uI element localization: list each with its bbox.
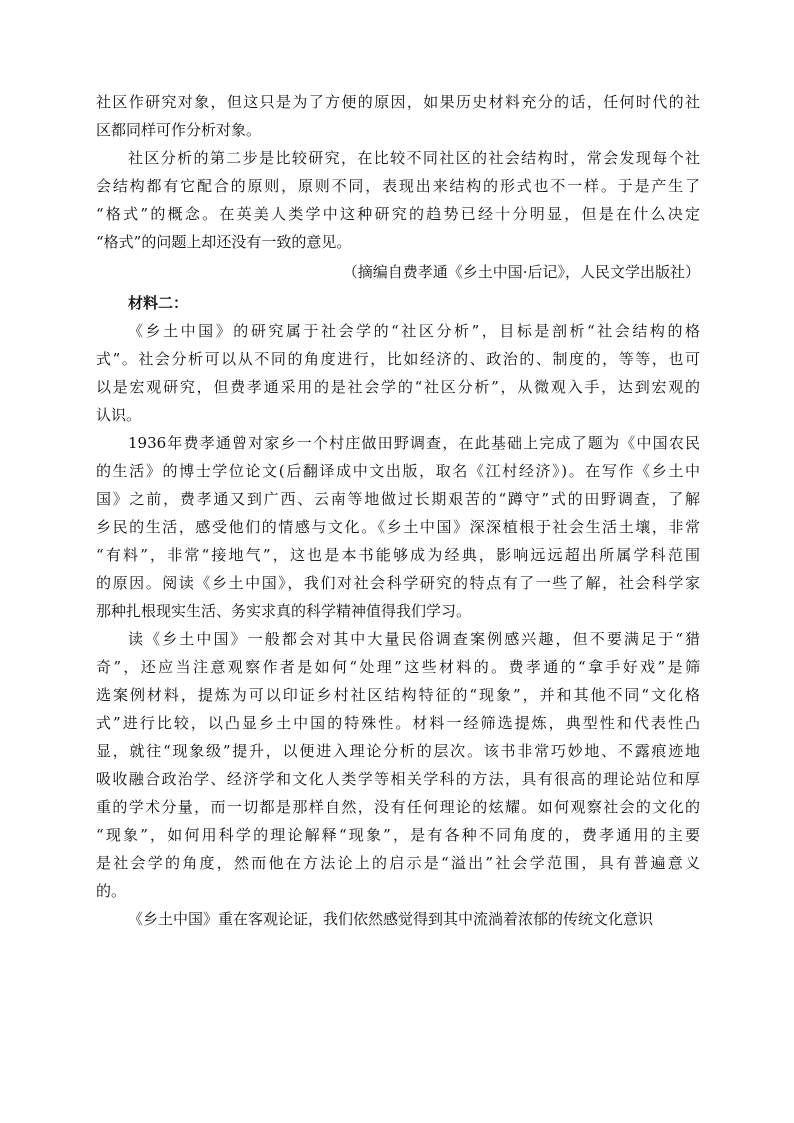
text-line: 国》之前，费孝通又到广西、云南等地做过长期艰苦的“蹲守”式的田野调查，了解 <box>96 490 700 508</box>
paragraph <box>96 625 700 905</box>
text-line: 会结构都有它配合的原则，原则不同，表现出来结构的形式也不一样。于是产生了 <box>96 177 700 195</box>
text-line: 式”进行比较，以凸显乡土中国的特殊性。材料一经筛选提炼，典型性和代表性凸 <box>96 714 700 732</box>
text-line: 区都同样可作分析对象。 <box>96 121 262 139</box>
text-line: 读《乡土中国》一般都会对其中大量民俗调查案例感兴趣，但不要满足于“猎 <box>128 630 700 648</box>
text-line: “有料”，非常“接地气”，这也是本书能够成为经典，影响远远超出所属学科范围 <box>96 546 700 564</box>
text-line: “现象”，如何用科学的理论解释“现象”，是有各种不同角度的，费孝通用的主要 <box>96 826 700 844</box>
text-line: 是社会学的角度，然而他在方法论上的启示是“溢出”社会学范围，具有普遍意义 <box>96 854 700 872</box>
paragraph <box>96 429 700 625</box>
paragraph <box>96 144 700 256</box>
text-line: 选案例材料，提炼为可以印证乡村社区结构特征的“现象”，并和其他不同“文化格 <box>96 686 700 704</box>
text-line: 的原因。阅读《乡土中国》，我们对社会科学研究的特点有了一些了解，社会科学家 <box>96 574 700 592</box>
text-line: 认识。 <box>96 406 142 424</box>
text-line: 社区作研究对象，但这只是为了方便的原因，如果历史材料充分的话，任何时代的社 <box>96 93 700 111</box>
text-line: 以是宏观研究，但费孝通采用的是社会学的“社区分析”，从微观入手，达到宏观的 <box>96 378 700 396</box>
text-line: 1936年费孝通曾对家乡一个村庄做田野调查，在此基础上完成了题为《中国农民 <box>128 434 700 452</box>
text-line: 重的学术分量，而一切都是那样自然，没有任何理论的炫耀。如何观察社会的文化的 <box>96 798 700 816</box>
text-line: 乡民的生活，感受他们的情感与文化。《乡土中国》深深植根于社会生活土壤，非常 <box>96 518 700 536</box>
paragraph <box>96 905 700 933</box>
text-line: 那种扎根现实生活、务实求真的科学精神值得我们学习。 <box>96 602 472 620</box>
text-line: 《乡土中国》的研究属于社会学的“社区分析”，目标是剖析“社会结构的格 <box>128 322 700 340</box>
text-line: 式”。社会分析可以从不同的角度进行，比如经济的、政治的、制度的，等等，也可 <box>96 350 700 368</box>
text-line: 的。 <box>96 882 127 900</box>
paragraph <box>96 88 700 144</box>
text-line: 吸收融合政治学、经济学和文化人类学等相关学科的方法，具有很高的理论站位和厚 <box>96 770 700 788</box>
text-line: 的生活》的博士学位论文(后翻译成中文出版，取名《江村经济》)。在写作《乡土中 <box>96 462 700 480</box>
text-line: 奇”，还应当注意观察作者是如何“处理”这些材料的。费孝通的“拿手好戏”是筛 <box>96 658 700 676</box>
text-line: 社区分析的第二步是比较研究，在比较不同社区的社会结构时，常会发现每个社 <box>128 149 700 167</box>
text-line: 显，就往“现象级”提升，以便进入理论分析的层次。该书非常巧妙地、不露痕迹地 <box>96 742 700 760</box>
source-citation: （摘编自费孝通《乡土中国·后记》，人民文学出版社） <box>342 263 700 281</box>
paragraph <box>96 317 700 429</box>
text-line: 《乡土中国》重在客观论证，我们依然感觉得到其中流淌着浓郁的传统文化意识 <box>128 910 654 928</box>
document-body <box>96 88 700 933</box>
section-heading: 材料二： <box>128 294 189 312</box>
text-line: “格式”的问题上却还没有一致的意见。 <box>96 233 352 251</box>
text-line: “格式”的概念。在英美人类学中这种研究的趋势已经十分明显，但是在什么决定 <box>96 205 700 223</box>
